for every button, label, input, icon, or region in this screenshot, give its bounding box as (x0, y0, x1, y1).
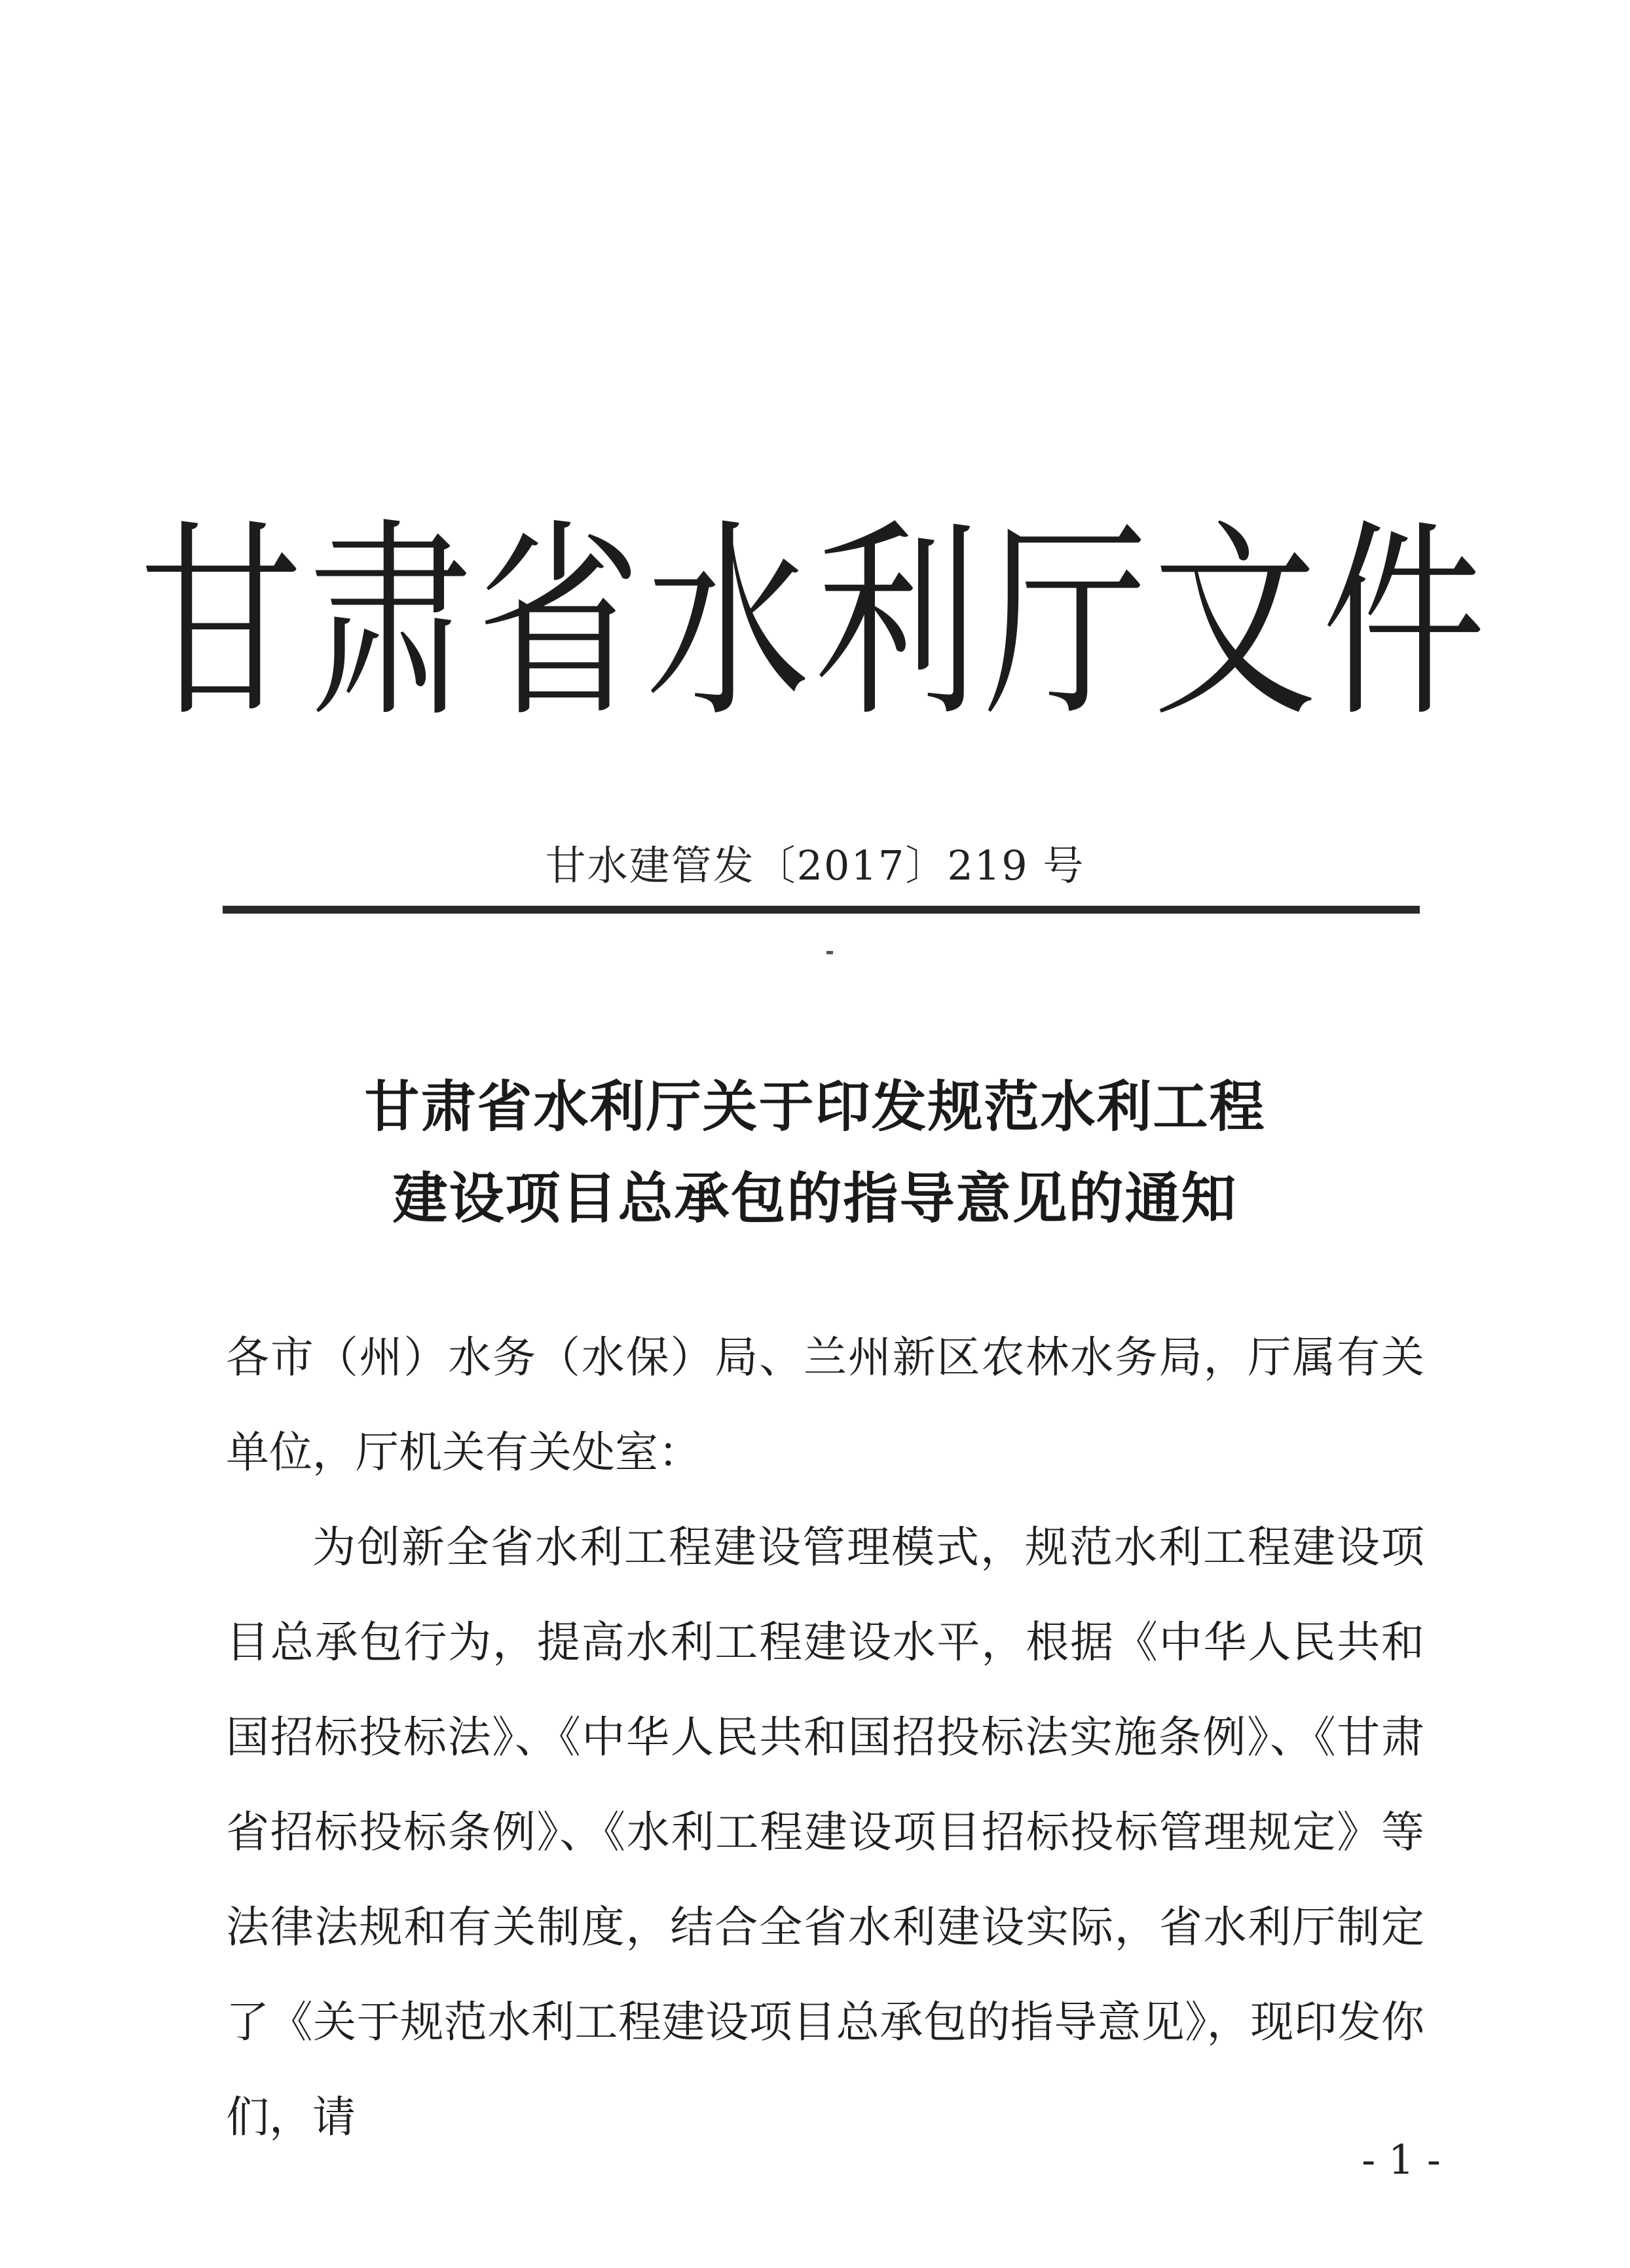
document-title (0, 1061, 1630, 1244)
issuer-header: 甘肃省水利厅文件 (139, 501, 1491, 745)
header-divider (223, 906, 1420, 914)
document-number: 甘水建管发〔2017〕219 号 (545, 842, 1085, 889)
title-line-2: 建设项目总承包的指导意见的通知 (392, 1166, 1238, 1231)
body-paragraph: 为创新全省水利工程建设管理模式，规范水利工程建设项目总承包行为，提高水利工程建设水平，根据《中华人民共和国招标投标法》、《中华人民共和国招投标法实施条例》、《甘肃省招标投标条例》、《水利工程建设项目招标投标管理规定》等法律法规和有关制度，结合全省水利建设实际，省水利厅制定了《关于规范水利工程建设项目总承包的指导意见》，现印发你们，请 (226, 1522, 1424, 2142)
page-number: - 1 - (1361, 2136, 1441, 2184)
document-body (226, 1310, 1424, 2165)
title-line-1: 甘肃省水利厅关于印发规范水利工程 (364, 1075, 1266, 1139)
scan-speck (826, 951, 833, 954)
recipients-line: 各市（州）水务（水保）局、兰州新区农林水务局，厅属有关单位，厅机关有关处室： (226, 1332, 1424, 1478)
